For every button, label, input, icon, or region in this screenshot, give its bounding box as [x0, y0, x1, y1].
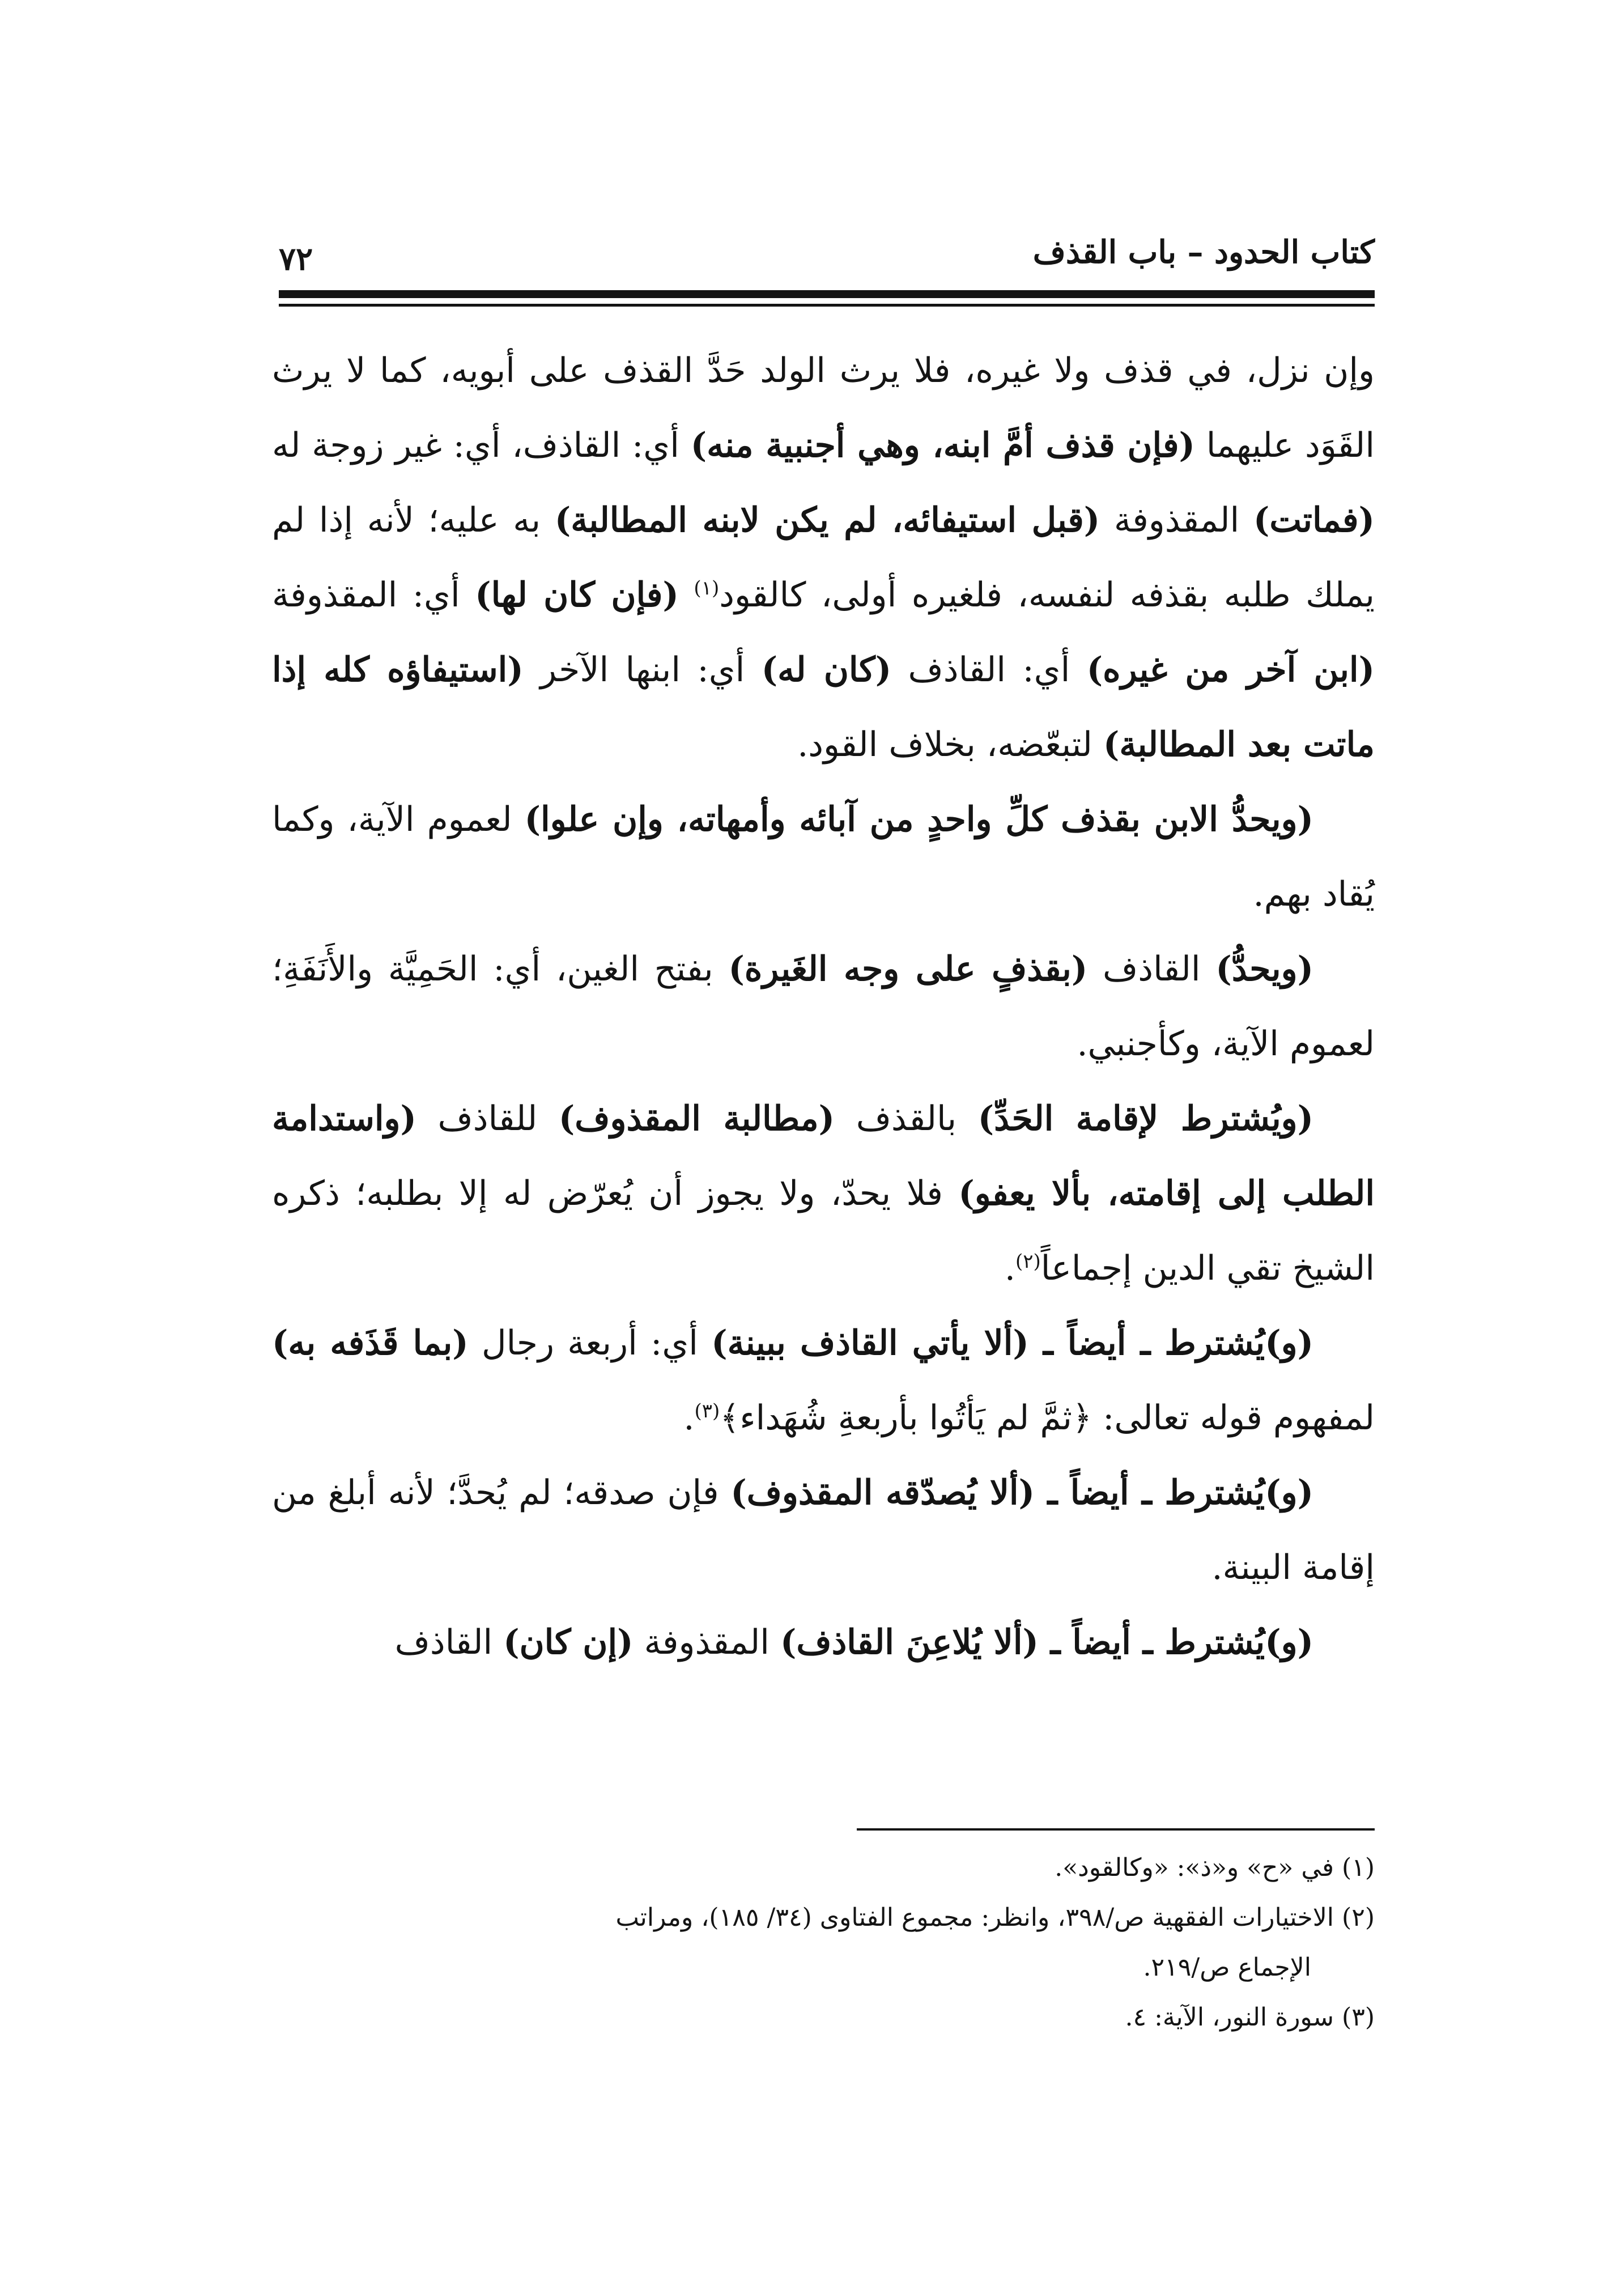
running-title: كتاب الحدود – باب القذف — [1032, 233, 1375, 271]
paragraph-4 — [272, 1081, 1375, 1306]
paragraph-3 — [272, 932, 1375, 1081]
matn-span: (ويحدُّ) — [1215, 949, 1313, 989]
matn-span: (و)يُشترط ـ أيضاً ـ — [1038, 1623, 1313, 1662]
matn-span: (ألا يأتي القاذف ببينة) — [711, 1323, 1029, 1363]
text-span: أي: ابنها الآخر — [523, 650, 762, 690]
matn-span: (ابن آخر من غيره) — [1086, 650, 1375, 690]
text-span: أي: المقذوفة — [272, 575, 475, 615]
header-rule-thick — [279, 290, 1375, 298]
paragraph-2 — [272, 782, 1375, 932]
text-span: أي: أربعة رجال — [468, 1323, 712, 1363]
text-span: للقاذف — [416, 1099, 559, 1139]
matn-span: (بقذفٍ على وجه الغَيرة) — [728, 949, 1088, 989]
matn-span: (واستدامة الطلب إلى إقامته، بألا يعفو) — [272, 1099, 1375, 1213]
text-span: بالقذف — [835, 1099, 978, 1139]
footnote-2: (٢) الاختيارات الفقهية ص/٣٩٨، وانظر: مجموع الفتاوى (٣٤/ ١٨٥)، ومراتب — [615, 1903, 1375, 1932]
paragraph-7 — [272, 1605, 1375, 1680]
paragraph-5 — [272, 1306, 1375, 1455]
page-number: ٧٢ — [279, 240, 313, 278]
matn-span: (و)يُشترط ـ أيضاً ـ — [1034, 1473, 1313, 1513]
text-span: أي: القاذف، أي: غير زوجة له — [272, 426, 691, 465]
footnote-2-continuation: الإجماع ص/٢١٩. — [1143, 1953, 1311, 1982]
matn-span: (فإن كان لها) — [475, 575, 679, 615]
text-span: بفتح الغين، أي: الحَمِيَّة والأَنَفَةِ؛ لعموم الآية، وكأجنبي. — [272, 949, 1375, 1064]
footnote-ref-2[interactable]: (٢) — [1015, 1250, 1041, 1273]
footnote-ref-1[interactable]: (١) — [694, 577, 720, 600]
matn-span: (فإن قذف أمَّ ابنه، وهي أجنبية منه) — [690, 426, 1195, 465]
page-header — [279, 227, 1375, 281]
text-span: . — [1004, 1249, 1015, 1288]
matn-span: (ألا يُصدّقه المقذوف) — [730, 1473, 1035, 1513]
text-span: أي: القاذف — [891, 650, 1087, 690]
matn-span: (استيفاؤه كله إذا ماتت بعد المطالبة) — [272, 650, 1375, 765]
text-span: لتبعّضه، بخلاف القود. — [797, 725, 1103, 765]
paragraph-6 — [272, 1455, 1375, 1605]
matn-span: (بما قَذَفه به) — [272, 1323, 469, 1363]
footnote-separator — [857, 1828, 1375, 1831]
matn-span: (كان له) — [761, 650, 892, 690]
text-span: فإن صدقه؛ لم يُحدَّ؛ لأنه أبلغ من إقامة البينة. — [272, 1473, 1375, 1587]
matn-span: (إن كان) — [503, 1623, 634, 1662]
matn-span: (فماتت) — [1253, 500, 1375, 540]
footnotes — [272, 1843, 1375, 2043]
text-span: المقذوفة — [1100, 500, 1253, 540]
text-span: القاذف — [394, 1623, 504, 1662]
text-span: لمفهوم قوله تعالى: ﴿ثمَّ لم يَأتُوا بأربعةِ شُهَداء﴾ — [720, 1398, 1375, 1438]
text-span: لعموم الآية، وكما يُقاد بهم. — [272, 800, 1375, 914]
matn-span: (مطالبة المقذوف) — [558, 1099, 835, 1139]
matn-span: (ويحدُّ الابن بقذف كلِّ واحدٍ من آبائه وأمهاته، وإن علوا) — [524, 800, 1313, 839]
text-span: . — [683, 1398, 695, 1438]
paragraph-1 — [272, 333, 1375, 782]
footnote-ref-3[interactable]: (٣) — [694, 1400, 720, 1422]
main-text — [272, 333, 1375, 1680]
header-rule-thin — [279, 304, 1375, 307]
footnote-1: (١) في «ح» و«ذ»: «وكالقود». — [1055, 1853, 1375, 1882]
text-span: فلا يحدّ، ولا يجوز أن يُعرّض له إلا بطلبه؛ ذكره الشيخ تقي الدين إجماعاً — [272, 1174, 1375, 1288]
footnote-3: (٣) سورة النور، الآية: ٤. — [1125, 2003, 1375, 2032]
matn-span: (ويُشترط لإقامة الحَدِّ) — [977, 1099, 1314, 1139]
text-span: المقذوفة — [633, 1623, 780, 1662]
matn-span: (ألا يُلاعِنَ القاذف) — [780, 1623, 1039, 1662]
matn-span: (قبل استيفائه، لم يكن لابنه المطالبة) — [554, 500, 1100, 540]
text-span: القاذف — [1087, 949, 1216, 989]
matn-span: (و)يُشترط ـ أيضاً ـ — [1028, 1323, 1313, 1363]
text-span: به عليه؛ لأنه إذا لم يملك طلبه بقذفه لنفسه، فلغيره أولى، كالقود — [272, 500, 1375, 615]
text-span — [679, 575, 694, 615]
text-span: وإن نزل، في قذف ولا غيره، فلا يرث الولد حَدَّ القذف على أبويه، كما لا يرث القَوَد عليهما — [272, 351, 1375, 465]
